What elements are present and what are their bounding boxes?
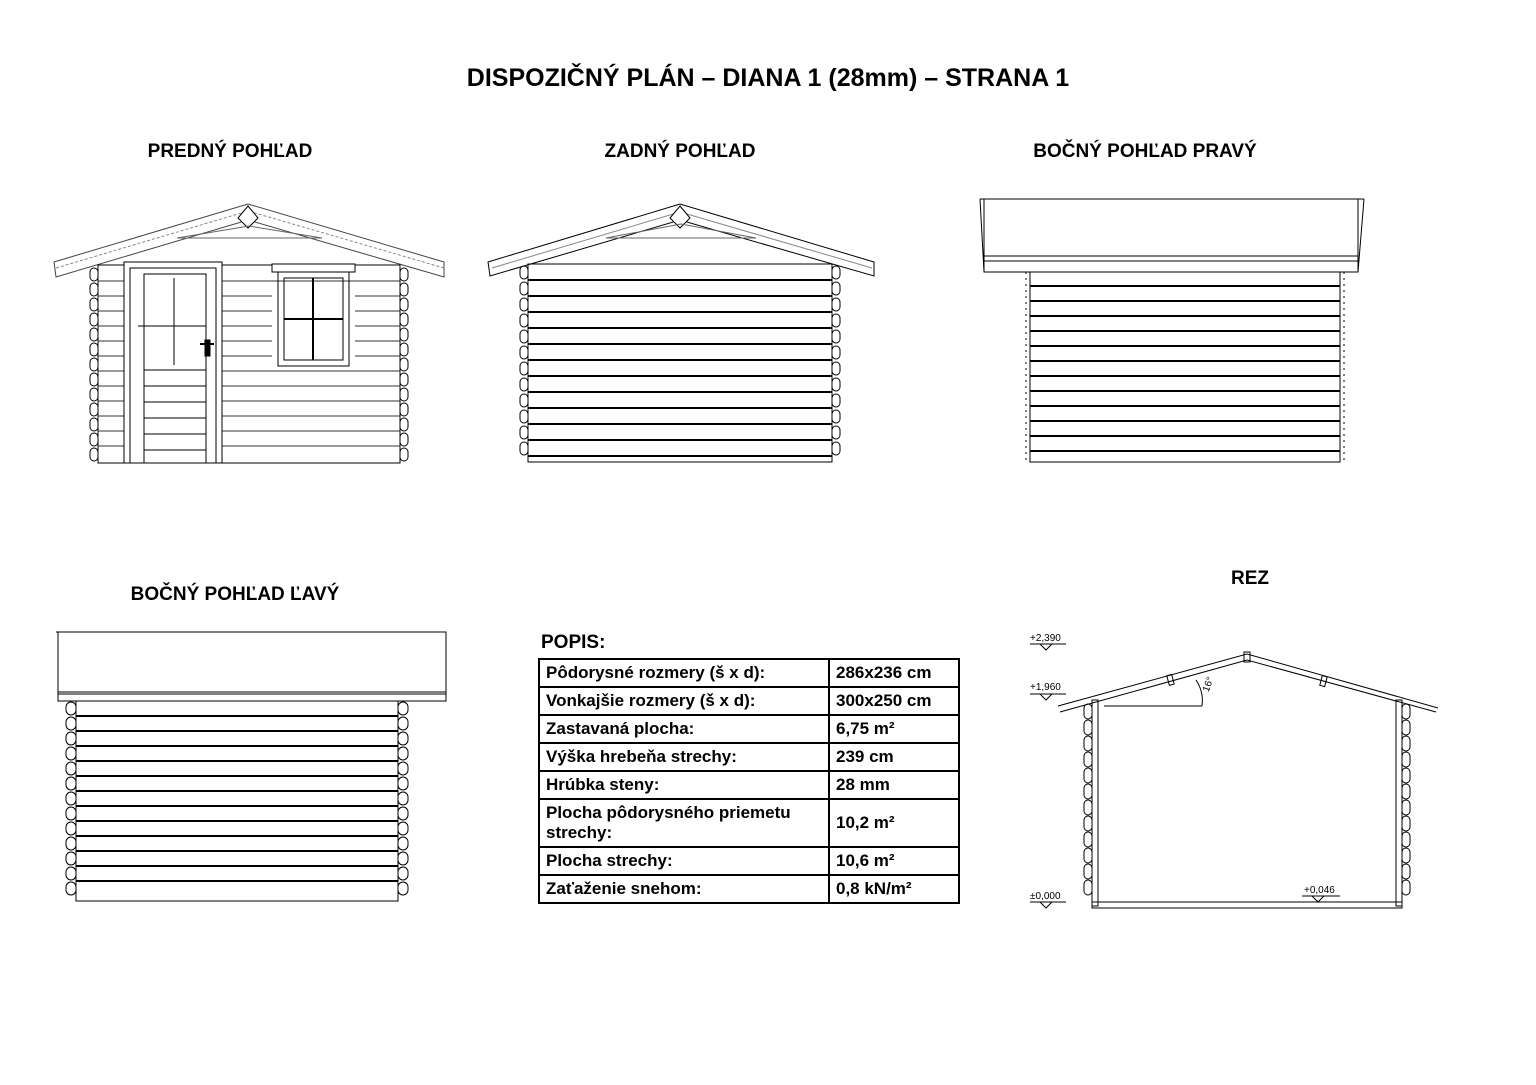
table-row bbox=[539, 847, 959, 875]
right-side-view-drawing bbox=[980, 199, 1364, 462]
level-eave-text: +1,960 bbox=[1030, 682, 1061, 693]
spec-label: Vonkajšie rozmery (š x d): bbox=[539, 687, 829, 715]
table-row bbox=[539, 771, 959, 799]
popis-heading: POPIS: bbox=[541, 632, 606, 653]
level-ground-text: ±0,000 bbox=[1030, 891, 1061, 902]
page-title: DISPOZIČNÝ PLÁN – DIANA 1 (28mm) – STRANA 1 bbox=[466, 64, 1070, 92]
front-door bbox=[124, 262, 222, 463]
table-row bbox=[539, 659, 959, 687]
section-view-label: REZ bbox=[1231, 568, 1269, 589]
spec-value: 300x250 cm bbox=[829, 687, 959, 715]
spec-value: 0,8 kN/m² bbox=[829, 875, 959, 903]
spec-value: 10,2 m² bbox=[829, 799, 959, 847]
back-view-drawing bbox=[488, 204, 874, 462]
right-side-view-label: BOČNÝ POHĽAD PRAVÝ bbox=[1033, 141, 1257, 162]
table-row bbox=[539, 687, 959, 715]
section-drawing bbox=[1030, 644, 1438, 908]
spec-label: Plocha strechy: bbox=[539, 847, 829, 875]
spec-label: Pôdorysné rozmery (š x d): bbox=[539, 659, 829, 687]
front-log-ends-right bbox=[400, 268, 408, 461]
level-floor-text: +0,046 bbox=[1304, 885, 1335, 896]
section-log-ends-left bbox=[1084, 704, 1092, 895]
front-view-drawing bbox=[54, 204, 444, 463]
front-view-label: PREDNÝ POHĽAD bbox=[147, 141, 313, 162]
front-log-ends-left bbox=[90, 268, 98, 461]
spec-value: 10,6 m² bbox=[829, 847, 959, 875]
table-row bbox=[539, 743, 959, 771]
spec-label: Plocha pôdorysného priemetu strechy: bbox=[539, 799, 829, 847]
table-row bbox=[539, 715, 959, 743]
spec-label: Zaťaženie snehom: bbox=[539, 875, 829, 903]
roof-angle-text: 16° bbox=[1200, 675, 1217, 694]
spec-label: Hrúbka steny: bbox=[539, 771, 829, 799]
table-row bbox=[539, 799, 959, 847]
spec-label: Zastavaná plocha: bbox=[539, 715, 829, 743]
level-top-text: +2,390 bbox=[1030, 633, 1061, 644]
spec-value: 6,75 m² bbox=[829, 715, 959, 743]
front-window bbox=[272, 264, 355, 366]
spec-label: Výška hrebeňa strechy: bbox=[539, 743, 829, 771]
left-side-view-label: BOČNÝ POHĽAD ĽAVÝ bbox=[130, 584, 340, 605]
back-view-label: ZADNÝ POHĽAD bbox=[604, 141, 756, 162]
left-side-view-drawing bbox=[56, 632, 446, 901]
specs-table bbox=[538, 658, 960, 904]
section-log-ends-right bbox=[1402, 704, 1410, 895]
section-level-markers bbox=[1030, 644, 1340, 908]
table-row bbox=[539, 875, 959, 903]
spec-value: 286x236 cm bbox=[829, 659, 959, 687]
spec-value: 239 cm bbox=[829, 743, 959, 771]
spec-value: 28 mm bbox=[829, 771, 959, 799]
